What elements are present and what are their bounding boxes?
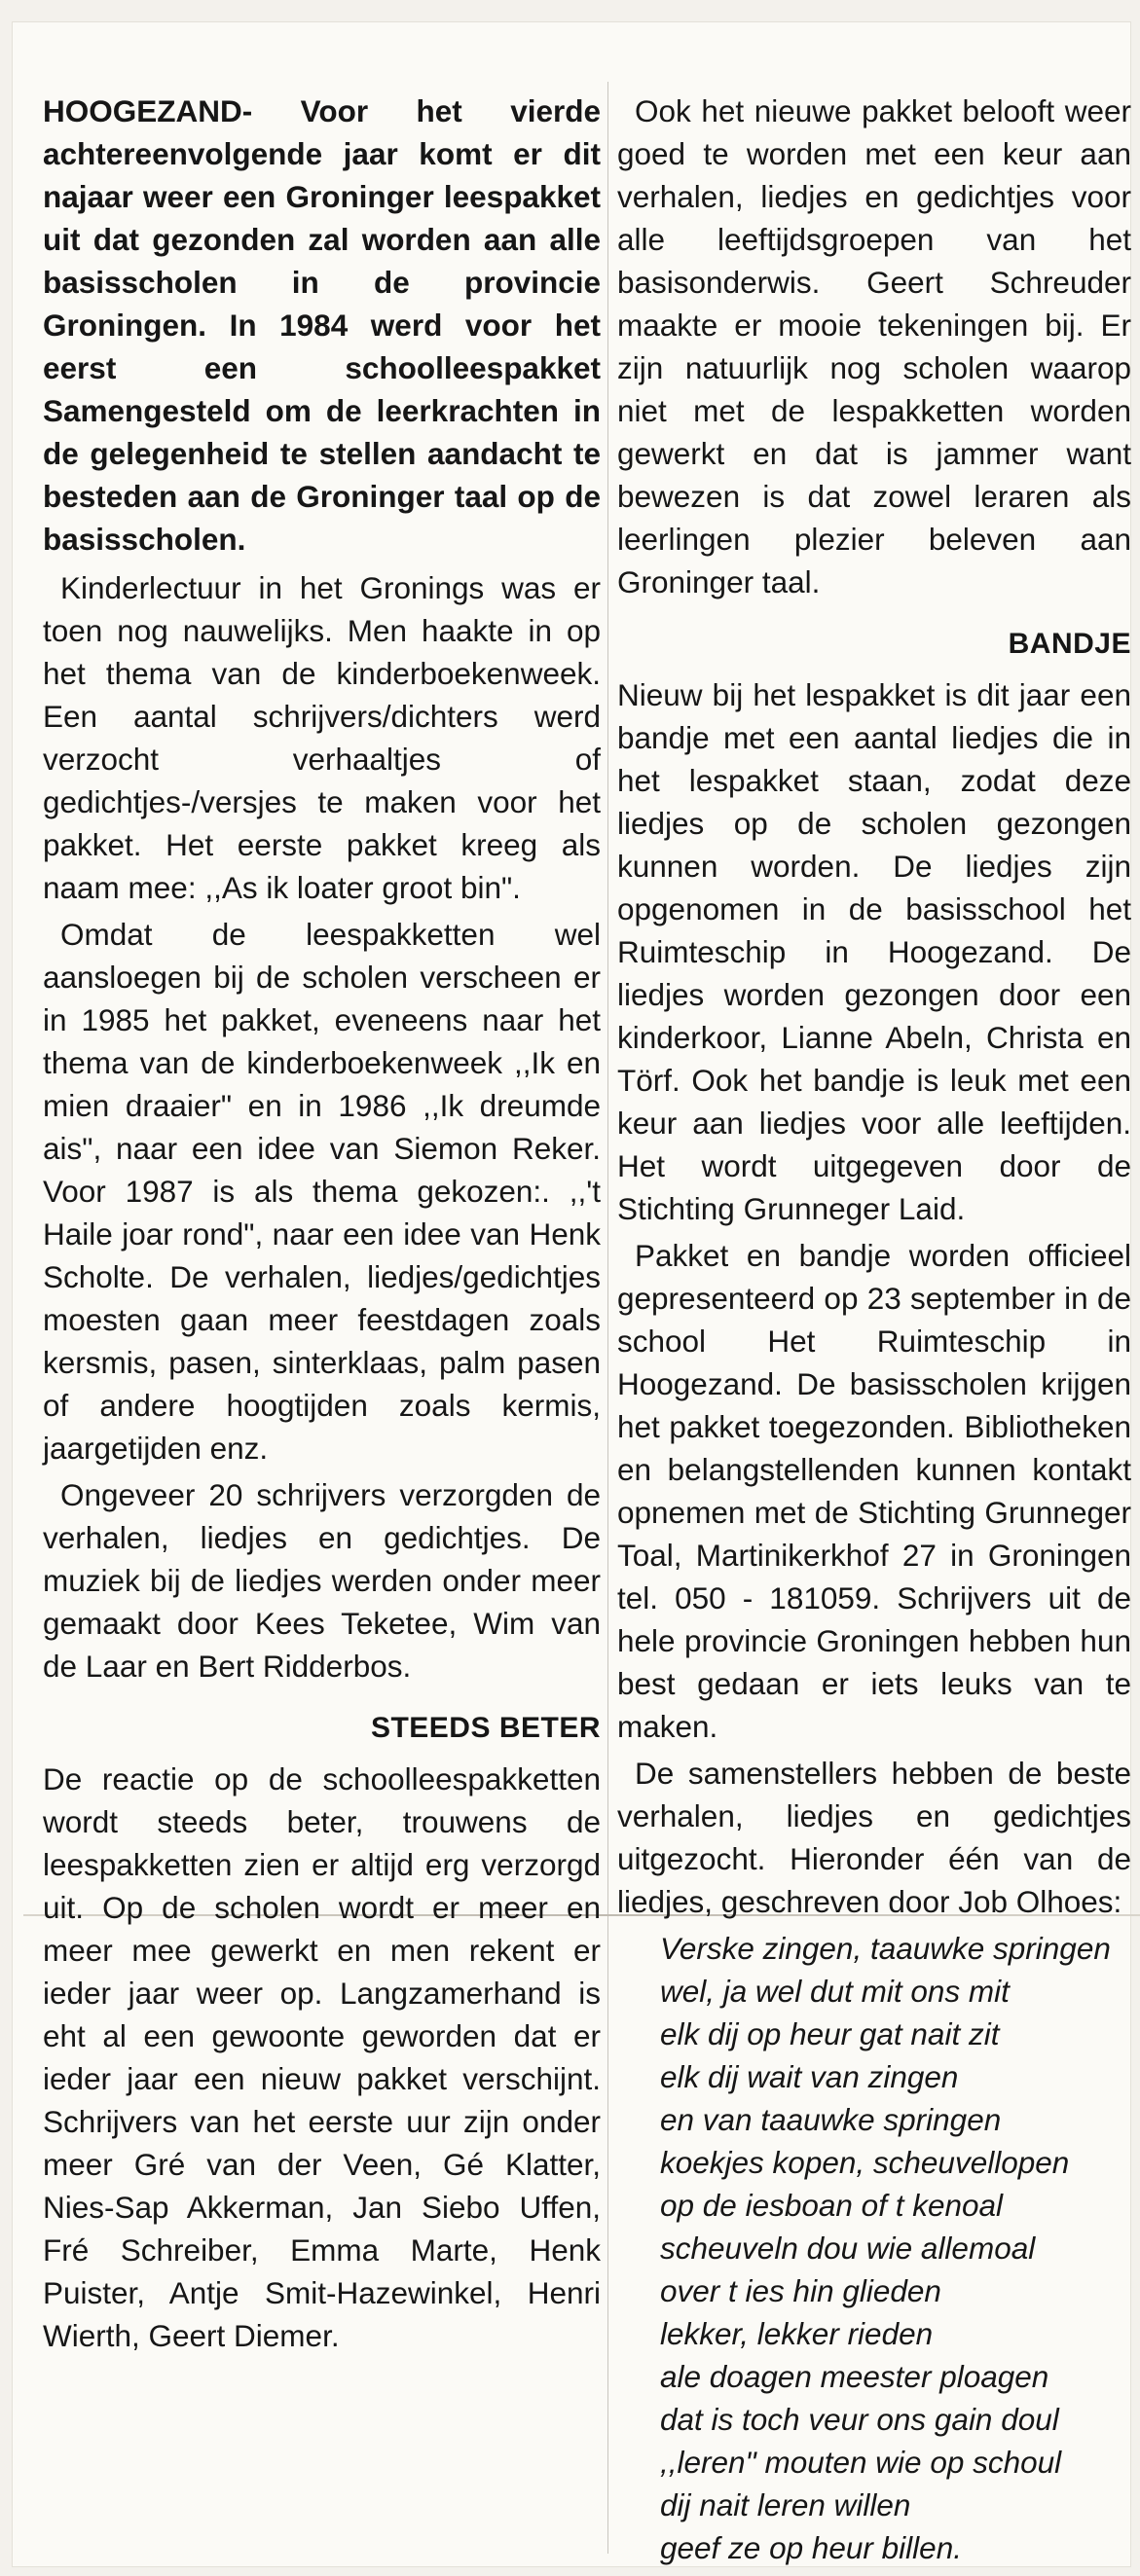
paragraph: De samenstellers hebben de beste verhalen, liedjes en gedichtjes uitgezocht. Hieronder één van de liedjes, geschreven door Job Olhoes: (617, 1756, 1131, 1919)
lead-paragraph: HOOGEZAND- Voor het vierde achtereenvolgende jaar komt er dit najaar weer een Groninger leespakket uit dat gezonden zal worden aan alle basisscholen in de provincie Groningen. In 1984 werd voor het eerst een schoolleespakket Samengesteld om de leerkrachten in de gelegenheid te stellen aandacht te besteden aan de Groninger taal op de basisscholen. (43, 93, 601, 557)
poem-line: elk dij wait van zingen (660, 2059, 959, 2094)
poem-line: lekker, lekker rieden (660, 2316, 934, 2351)
paragraph: Ongeveer 20 schrijvers verzorgden de verhalen, liedjes en gedichtjes. De muziek bij de liedjes werden onder meer gemaakt door Kees Teketee, Wim van de Laar en Bert Ridderbos. (43, 1477, 601, 1684)
paragraph: Kinderlectuur in het Gronings was er toen nog nauwelijks. Men haakte in op het thema van de kinderboekenweek. Een aantal schrijvers/dichters werd verzocht verhaaltjes of gedichtjes-/versjes te maken voor het pakket. Het eerste pakket kreeg als naam mee: ,,As ik loater groot bin". (43, 570, 601, 905)
poem-line: ,,leren" mouten wie op schoul (660, 2445, 1062, 2480)
poem-line: dat is toch veur ons gain doul (660, 2402, 1059, 2437)
poem-line: wel, ja wel dut mit ons mit (660, 1974, 1010, 2009)
paragraph: Nieuw bij het lespakket is dit jaar een bandje met een aantal liedjes die in het lespakket staan, zodat deze liedjes op de scholen gezongen kunnen worden. De liedjes zijn opgenomen in de basisschool het Ruimteschip in Hoogezand. De liedjes worden gezongen door een kinderkoor, Lianne Abeln, Christa en Törf. Ook het bandje is leuk met een keur aan liedjes voor alle leeftijden. Het wordt uitgegeven door de Stichting Grunneger Laid. (617, 677, 1131, 1226)
poem-line: op de iesboan of t kenoal (660, 2188, 1004, 2223)
left-column (43, 90, 601, 2361)
poem-line: dij nait leren willen (660, 2487, 911, 2522)
poem-line: scheuveln dou wie allemoal (660, 2231, 1036, 2266)
poem-line: over t ies hin glieden (660, 2273, 941, 2308)
paragraph: Pakket en bandje worden officieel gepresenteerd op 23 september in de school Het Ruimteschip in Hoogezand. De basisscholen krijgen het pakket toegezonden. Bibliotheken en belangstellenden kunnen kontakt opnemen met de Stichting Grunneger Toal, Martinikerkhof 27 in Groningen tel. 050 - 181059. Schrijvers uit de hele provincie Groningen hebben hun best gedaan er iets leuks van te maken. (617, 1238, 1131, 1744)
poem-line: geef ze op heur billen. (660, 2530, 962, 2565)
subheading-bandje: BANDJE (1008, 628, 1131, 660)
paragraph: De reactie op de schoolleespakketten wordt steeds beter, trouwens de leespakketten zien er altijd erg verzorgd uit. Op de scholen wordt er meer en meer mee gewerkt en men rekent er ieder jaar weer op. Langzamerhand is eht al een gewoonte geworden dat er ieder jaar een nieuw pakket verschijnt. Schrijvers van het eerste uur zijn onder meer Gré van der Veen, Gé Klatter, Nies-Sap Akkerman, Jan Siebo Uffen, Fré Schreiber, Emma Marte, Henk Puister, Antje Smit-Hazewinkel, Henri Wierth, Geert Diemer. (43, 1761, 601, 2353)
poem-line: Verske zingen, taauwke springen (660, 1931, 1111, 1966)
right-column (617, 90, 1131, 2569)
newspaper-clipping (12, 21, 1131, 2567)
column-divider (607, 82, 608, 2554)
poem-line: koekjes kopen, scheuvellopen (660, 2145, 1070, 2180)
paragraph: Ook het nieuwe pakket belooft weer goed te worden met een keur aan verhalen, liedjes en gedichtjes voor alle leeftijdsgroepen van het basisonderwis. Geert Schreuder maakte er mooie tekeningen bij. Er zijn natuurlijk nog scholen waarop niet met de lespakketten worden gewerkt en dat is jammer want bewezen is dat zowel leraren als leerlingen plezier beleven aan Groninger taal. (617, 93, 1131, 599)
poem (617, 1927, 1131, 2569)
poem-line: elk dij op heur gat nait zit (660, 2016, 1000, 2051)
poem-line: ale doagen meester ploagen (660, 2359, 1049, 2394)
subheading-steeds-beter: STEEDS BETER (370, 1712, 601, 1744)
paragraph: Omdat de leespakketten wel aansloegen bij de scholen verscheen er in 1985 het pakket, eveneens naar het thema van de kinderboekenweek ,,Ik en mien draaier" en in 1986 ,,Ik dreumde ais", naar een idee van Siemon Reker. Voor 1987 is als thema gekozen:. ,,'t Haile joar rond", naar een idee van Henk Scholte. De verhalen, liedjes/gedichtjes moesten gaan meer feestdagen zoals kersmis, pasen, sinterklaas, palm pasen of andere hoogtijden zoals kermis, jaargetijden enz. (43, 917, 601, 1466)
poem-line: en van taauwke springen (660, 2102, 1002, 2137)
